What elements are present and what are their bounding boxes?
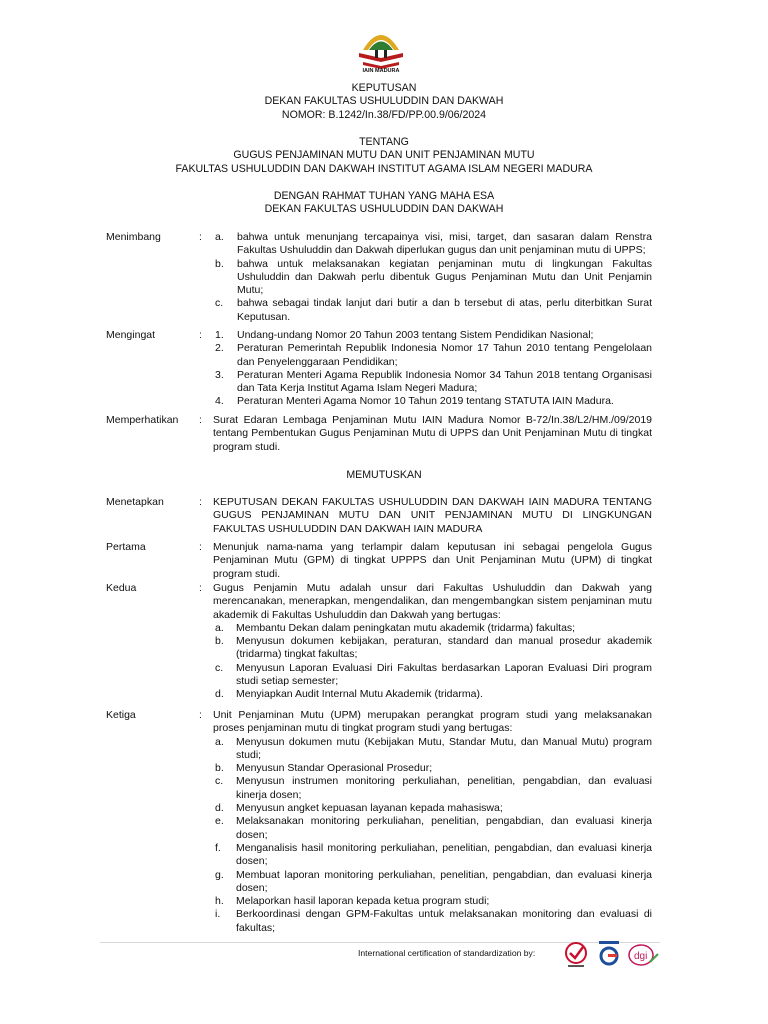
section-body — [213, 329, 652, 409]
list-item: 2. Peraturan Pemerintah Republik Indonesia Nomor 17 Tahun 2010 tentang Pengelolaan dan Penyelenggaraan Pendidikan; — [215, 342, 652, 368]
certification-text: International certification of standardization by: — [358, 948, 536, 958]
svg-text:dgi: dgi — [634, 951, 648, 962]
logo-caption: IAIN MADURA — [362, 68, 400, 74]
list-item: d. Menyiapkan Audit Internal Mutu Akademik (tridarma). — [215, 688, 483, 701]
jas-anz-icon — [596, 940, 622, 975]
colon: : — [199, 541, 202, 553]
section-body: Menunjuk nama-nama yang terlampir dalam keputusan ini sebagai pengelola Gugus Penjaminan Mutu (GPM) di tingkat UPPPS dan Unit Penjaminan Mutu (UPM) di tingkat program studi. — [213, 541, 652, 580]
decree-header — [0, 82, 768, 122]
list-item: c. Menyusun Laporan Evaluasi Diri Fakultas berdasarkan Laporan Evaluasi Diri program studi setiap semester; — [215, 661, 652, 688]
section-body — [213, 582, 652, 702]
decree-number: NOMOR: B.1242/In.38/FD/PP.00.9/06/2024 — [281, 108, 487, 121]
list-item: d. Menyusun angket kepuasan layanan kepada mahasiswa; — [215, 802, 503, 815]
blessing-block — [0, 190, 768, 217]
list-item: b. bahwa untuk melaksanakan kegiatan penjaminan mutu di lingkungan Fakultas Ushuluddin dan Dakwah perlu dibentuk Gugus Penjaminan Mutu dan Unit Penjamin Mutu; — [215, 257, 652, 297]
section-body: KEPUTUSAN DEKAN FAKULTAS USHULUDDIN DAN DAKWAH IAIN MADURA TENTANG GUGUS PENJAMINAN MUTU DAN UNIT PENJAMINAN MUTU DI LINGKUNGAN FAKULTAS USHULUDDIN DAN DAKWAH IAIN MADURA — [213, 496, 652, 535]
section-label: Kedua — [106, 582, 137, 594]
decree-title: KEPUTUSAN — [351, 82, 417, 94]
subject-label: TENTANG — [359, 136, 409, 148]
blessing-line-1: DENGAN RAHMAT TUHAN YANG MAHA ESA — [273, 190, 495, 202]
dgi-certification-icon — [626, 940, 660, 975]
colon: : — [199, 414, 202, 426]
list-item: 4. Peraturan Menteri Agama Nomor 10 Tahun 2019 tentang STATUTA IAIN Madura. — [215, 395, 614, 408]
blessing-line-2: DEKAN FAKULTAS USHULUDDIN DAN DAKWAH — [264, 203, 504, 216]
section-label: Pertama — [106, 541, 146, 553]
section-body — [213, 231, 652, 324]
list-item: b. Menyusun dokumen kebijakan, peraturan, standard dan manual prosedur akademik (tridarma) tingkat fakultas; — [215, 635, 652, 661]
issuer-title: DEKAN FAKULTAS USHULUDDIN DAN DAKWAH — [264, 95, 504, 108]
colon: : — [199, 582, 202, 594]
section-label: Menetapkan — [106, 496, 164, 508]
iso-certification-icon — [562, 940, 590, 975]
colon: : — [199, 231, 202, 243]
subject-line-1: GUGUS PENJAMINAN MUTU DAN UNIT PENJAMINAN MUTU — [233, 149, 535, 162]
section-label: Menimbang — [106, 231, 161, 243]
section-label: Memperhatikan — [106, 414, 179, 426]
colon: : — [199, 709, 202, 721]
section-body: Surat Edaran Lembaga Penjaminan Mutu IAIN Madura Nomor B-72/In.38/L2/HM./09/2019 tentang Pembentukan Gugus Penjaminan Mutu di UPPS dan Unit Penjaminan Mutu di tingkat program studi. — [213, 414, 652, 453]
list-item: e. Melaksanakan monitoring perkuliahan, penelitian, pengabdian, dan evaluasi kinerja dosen; — [215, 815, 652, 841]
list-item: c. bahwa sebagai tindak lanjut dari butir a dan b tersebut di atas, perlu diterbitkan Surat Keputusan. — [215, 297, 652, 323]
section-label: Ketiga — [106, 709, 136, 721]
memutuskan-heading: MEMUTUSKAN — [346, 469, 422, 481]
list-item: 3. Peraturan Menteri Agama Republik Indonesia Nomor 34 Tahun 2018 tentang Organisasi dan Tata Kerja Institut Agama Islam Negeri Madura; — [215, 368, 652, 395]
section-intro: Unit Penjaminan Mutu (UPM) merupakan perangkat program studi yang melaksanakan proses penjaminan mutu di tingkat program studi yang bertugas: — [213, 709, 652, 735]
iain-madura-logo — [355, 20, 407, 78]
list-item: 1. Undang-undang Nomor 20 Tahun 2003 tentang Sistem Pendidikan Nasional; — [215, 329, 594, 341]
section-label: Mengingat — [106, 329, 156, 341]
list-item: b. Menyusun Standar Operasional Prosedur; — [215, 762, 433, 775]
colon: : — [199, 329, 202, 341]
list-item: g. Membuat laporan monitoring perkuliahan, penelitian, pengabdian, dan evaluasi kinerja dosen; — [215, 868, 652, 894]
list-item: a. bahwa untuk menunjang tercapainya visi, misi, target, dan sasaran dalam Renstra Fakultas Ushuluddin dan Dakwah diperlukan gugus dan unit penjaminan mutu di UPPS; — [215, 231, 652, 257]
decree-subject — [0, 136, 768, 176]
colon: : — [199, 496, 202, 508]
list-item: c. Menyusun instrumen monitoring perkuliahan, penelitian, pengabdian, dan evaluasi kinerja dosen; — [215, 775, 652, 801]
section-intro: Gugus Penjamin Mutu adalah unsur dari Fakultas Ushuluddin dan Dakwah yang merencanakan, menerapkan, mengendalikan, dan mengembangkan sistem penjaminan mutu akademik di Fakultas Ushuluddin dan Dakwah yang bertugas: — [213, 582, 652, 621]
section-body — [213, 709, 652, 935]
list-item: h. Melaporkan hasil laporan kepada ketua program studi; — [215, 895, 490, 908]
list-item: a. Membantu Dekan dalam peningkatan mutu akademik (tridarma) fakultas; — [215, 621, 576, 634]
list-item: f. Menganalisis hasil monitoring perkuliahan, penelitian, pengabdian, dan evaluasi kinerja dosen; — [215, 841, 652, 868]
list-item: a. Menyusun dokumen mutu (Kebijakan Mutu, Standar Mutu, dan Manual Mutu) program studi; — [215, 735, 652, 761]
list-item: i. Berkoordinasi dengan GPM-Fakultas untuk melaksanakan monitoring dan evaluasi di fakultas; — [215, 908, 652, 934]
subject-line-2: FAKULTAS USHULUDDIN DAN DAKWAH INSTITUT AGAMA ISLAM NEGERI MADURA — [175, 162, 593, 175]
